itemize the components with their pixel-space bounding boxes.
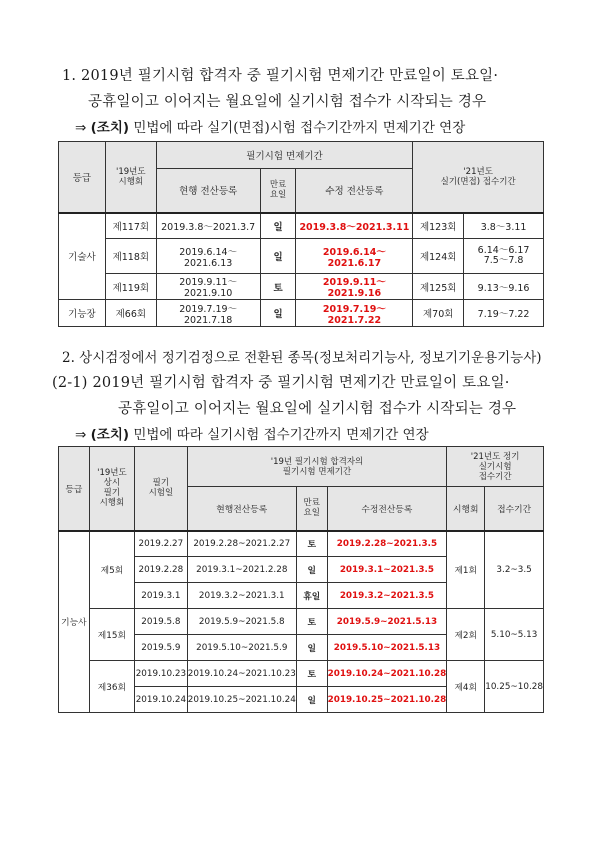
cell-date: 2019.5.9 [135, 635, 188, 661]
cell-day: 일 [296, 557, 327, 583]
cell-day: 일 [296, 687, 327, 713]
cell-revised: 2019.3.8～2021.3.11 [296, 213, 413, 239]
cell-date: 2019.3.1 [135, 583, 188, 609]
cell-revised: 2019.10.24~2021.10.28 [327, 661, 447, 687]
cell-date: 2019.2.27 [135, 531, 188, 557]
table-row [59, 531, 544, 557]
cell-day: 토 [296, 609, 327, 635]
cell-current: 2019.10.25~2021.10.24 [187, 687, 296, 713]
cell-date: 2019.10.23 [135, 661, 188, 687]
cell-day: 휴일 [296, 583, 327, 609]
section2-heading: 2. 상시검정에서 정기검정으로 전환된 종목(정보처리기능사, 정보기기운용기능사) [62, 350, 542, 366]
header-round19: '19년도 시행회 [105, 142, 156, 213]
cell-revised: 2019.9.11～2021.9.16 [296, 274, 413, 300]
cell-revised: 2019.2.28~2021.3.5 [327, 531, 447, 557]
cell-day: 토 [296, 531, 327, 557]
header-current: 현행전산등록 [187, 487, 296, 531]
cell-date: 2019.5.8 [135, 609, 188, 635]
arrow-icon: ⇒ [75, 427, 87, 443]
table-row [59, 300, 544, 327]
cell-round: 제15회 [89, 609, 134, 661]
arrow-icon: ⇒ [75, 120, 87, 136]
cell-revised: 2019.6.14～2021.6.17 [296, 239, 413, 274]
header-current: 현행 전산등록 [156, 169, 260, 213]
cell-revised: 2019.3.2~2021.3.5 [327, 583, 447, 609]
cell-grade: 기술사 [59, 213, 106, 300]
cell-day: 일 [296, 635, 327, 661]
header-expiry: 만료 요일 [260, 169, 296, 213]
cell-round21: 제125회 [413, 274, 464, 300]
cell-current: 2019.7.19～2021.7.18 [156, 300, 260, 327]
cell-period-line1: 6.14～6.17 [477, 245, 530, 256]
cell-day: 토 [260, 274, 296, 300]
header-grade: 등급 [59, 142, 106, 213]
action-text: 민법에 따라 실기(면접)시험 접수기간까지 면제기간 연장 [129, 120, 466, 136]
cell-revised: 2019.10.25~2021.10.28 [327, 687, 447, 713]
section2-action [75, 423, 429, 443]
section1-action [75, 116, 465, 136]
table-row [59, 274, 544, 300]
header-exemption: '19년 필기시험 합격자의 필기시험 면제기간 [187, 447, 447, 487]
cell-day: 일 [260, 239, 296, 274]
table-row [59, 609, 544, 635]
header-period: 접수기간 [485, 487, 544, 531]
section2-sub-line1: (2-1) 2019년 필기시험 합격자 중 필기시험 면제기간 만료일이 토요일· [52, 375, 510, 391]
table-written-exemption-1 [58, 141, 544, 327]
header-written-date: 필기 시험일 [135, 447, 188, 531]
cell-round21: 제123회 [413, 213, 464, 239]
cell-revised: 2019.7.19～2021.7.22 [296, 300, 413, 327]
section1-heading-line2: 공휴일이고 이어지는 월요일에 실기시험 접수가 시작되는 경우 [88, 94, 487, 110]
cell-round: 제5회 [89, 531, 134, 609]
cell-current: 2019.9.11～2021.9.10 [156, 274, 260, 300]
cell-revised: 2019.5.10~2021.5.13 [327, 635, 447, 661]
cell-period: 3.8～3.11 [464, 213, 544, 239]
cell-current: 2019.6.14～2021.6.13 [156, 239, 260, 274]
cell-period-line2: 7.5～7.8 [483, 255, 524, 266]
header-y21-period: '21년도 실기(면접) 접수기간 [413, 142, 544, 213]
cell-day: 일 [260, 213, 296, 239]
cell-round: 제117회 [105, 213, 156, 239]
header-y21: '21년도 정기 실기시험 접수기간 [447, 447, 544, 487]
cell-period: 10.25~10.28 [485, 661, 544, 713]
cell-current: 2019.3.2~2021.3.1 [187, 583, 296, 609]
table-row [59, 661, 544, 687]
header-revised: 수정전산등록 [327, 487, 447, 531]
action-text: 민법에 따라 실기시험 접수기간까지 면제기간 연장 [129, 427, 429, 443]
cell-round: 제66회 [105, 300, 156, 327]
cell-current: 2019.10.24~2021.10.23 [187, 661, 296, 687]
cell-round21: 제4회 [447, 661, 485, 713]
cell-revised: 2019.5.9~2021.5.13 [327, 609, 447, 635]
section2-sub-line2: 공휴일이고 이어지는 월요일에 실기시험 접수가 시작되는 경우 [118, 401, 517, 417]
cell-day: 토 [296, 661, 327, 687]
cell-grade: 기능사 [59, 531, 90, 713]
cell-round: 제36회 [89, 661, 134, 713]
cell-current: 2019.3.8～2021.3.7 [156, 213, 260, 239]
cell-round: 제119회 [105, 274, 156, 300]
cell-date: 2019.10.24 [135, 687, 188, 713]
header-revised: 수정 전산등록 [296, 169, 413, 213]
action-label: (조치) [90, 120, 130, 136]
cell-current: 2019.5.10~2021.5.9 [187, 635, 296, 661]
action-label: (조치) [90, 427, 130, 443]
cell-grade: 기능장 [59, 300, 106, 327]
table-row [59, 213, 544, 239]
cell-current: 2019.5.9~2021.5.8 [187, 609, 296, 635]
cell-current: 2019.3.1~2021.2.28 [187, 557, 296, 583]
cell-period: 7.19～7.22 [464, 300, 544, 327]
table-row [59, 239, 544, 274]
cell-round21: 제2회 [447, 609, 485, 661]
cell-round21: 제124회 [413, 239, 464, 274]
header-round19: '19년도 상시 필기 시행회 [89, 447, 134, 531]
section1-heading-line1: 1. 2019년 필기시험 합격자 중 필기시험 면제기간 만료일이 토요일· [62, 68, 499, 84]
cell-period: 3.2~3.5 [485, 531, 544, 609]
cell-period: 9.13～9.16 [464, 274, 544, 300]
cell-day: 일 [260, 300, 296, 327]
cell-period: 5.10~5.13 [485, 609, 544, 661]
header-written-exemption: 필기시험 면제기간 [156, 142, 413, 169]
table-written-exemption-2 [58, 446, 544, 713]
cell-round21: 제1회 [447, 531, 485, 609]
cell-date: 2019.2.28 [135, 557, 188, 583]
cell-revised: 2019.3.1~2021.3.5 [327, 557, 447, 583]
header-round21: 시행회 [447, 487, 485, 531]
cell-current: 2019.2.28~2021.2.27 [187, 531, 296, 557]
cell-period-multi [464, 239, 544, 274]
header-expiry: 만료 요일 [296, 487, 327, 531]
cell-round: 제118회 [105, 239, 156, 274]
cell-round21: 제70회 [413, 300, 464, 327]
header-grade: 등급 [59, 447, 90, 531]
